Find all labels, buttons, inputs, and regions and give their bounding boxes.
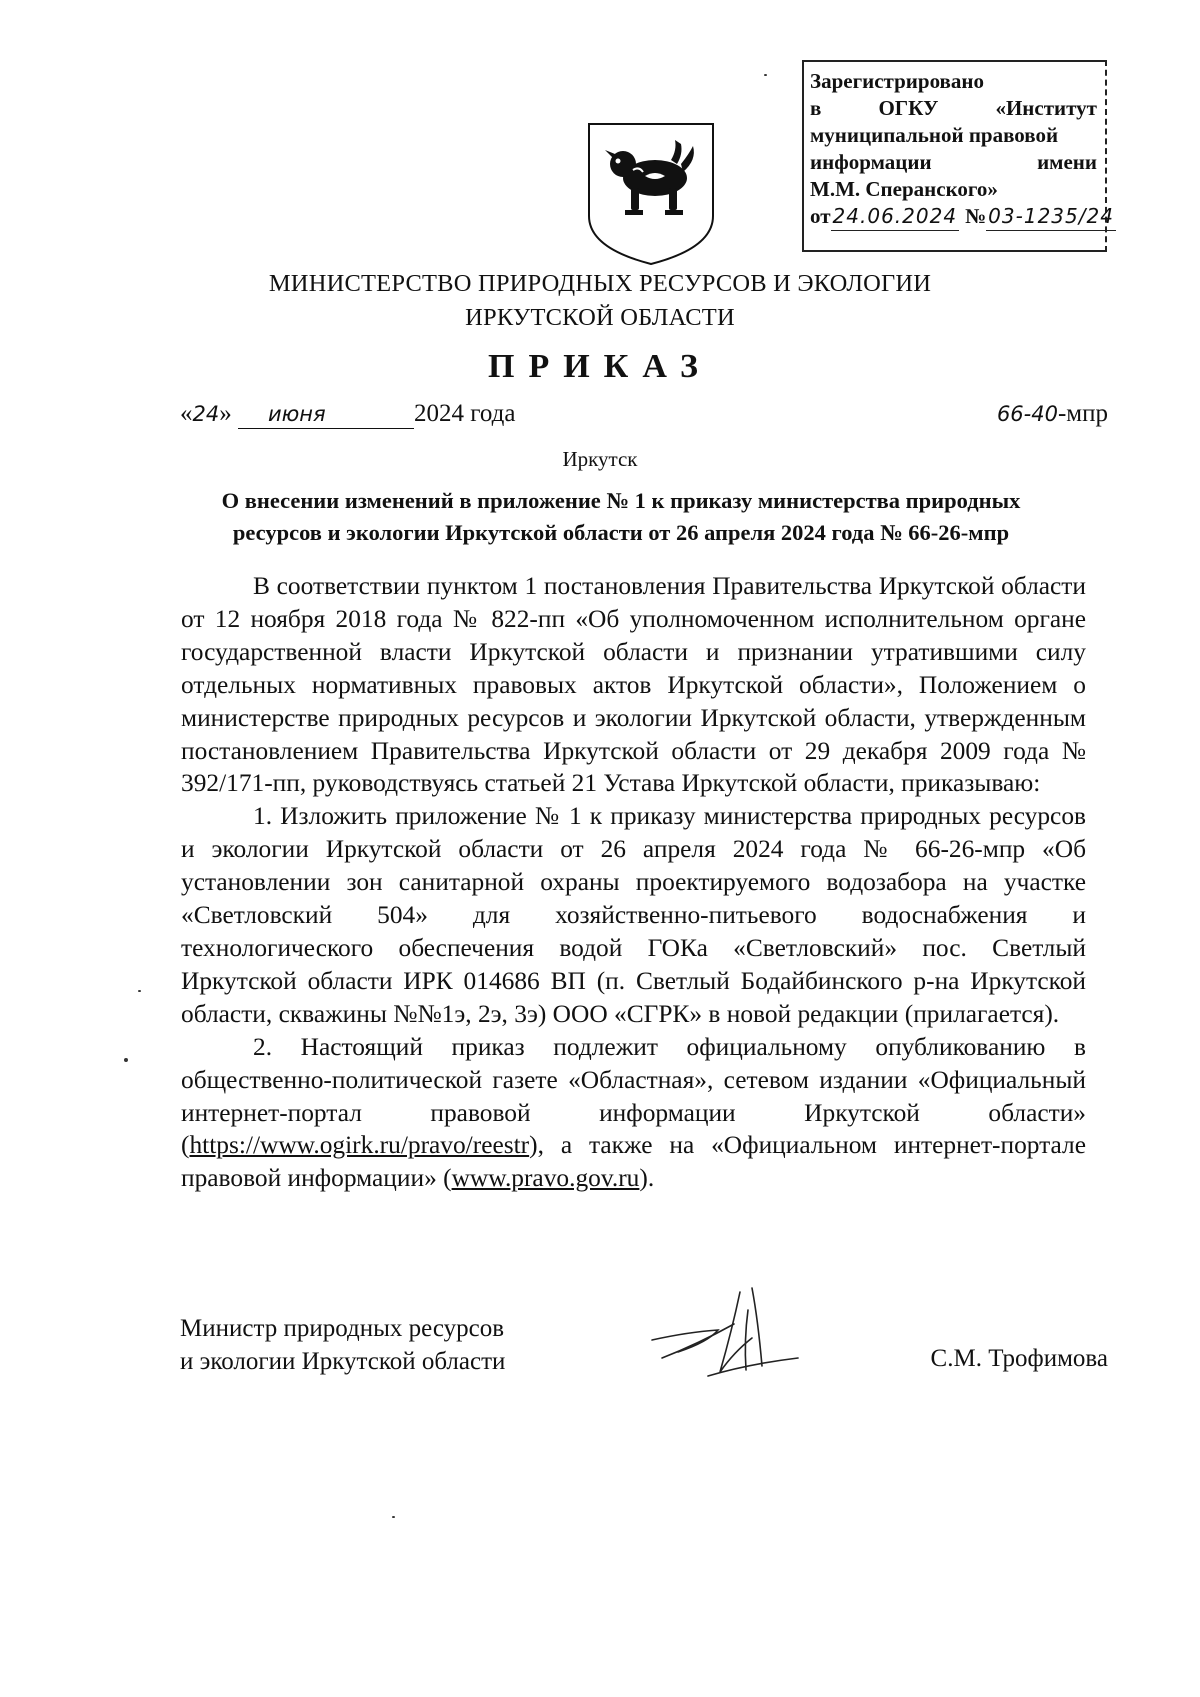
stamp-number-prefix: № (965, 204, 987, 228)
order-number-suffix: -мпр (1057, 400, 1108, 427)
order-date (180, 400, 515, 429)
paragraph-item-2 (181, 1031, 1086, 1196)
handwritten-signature (648, 1280, 808, 1390)
p3-text-c: ). (639, 1164, 655, 1193)
stamp-line4-name: имени (1037, 150, 1097, 174)
stamp-line2-prep: в (810, 96, 822, 120)
scan-speck (764, 74, 767, 76)
ministry-line1: МИНИСТЕРСТВО ПРИРОДНЫХ РЕСУРСОВ И ЭКОЛОГИИ (268, 270, 932, 297)
registration-stamp (802, 60, 1114, 252)
date-quote-open: « (180, 400, 193, 427)
ministry-name (0, 267, 1200, 335)
order-number (997, 400, 1108, 428)
date-quote-close: » (219, 400, 232, 427)
stamp-date-prefix: от (810, 204, 831, 228)
city-name: Иркутск (562, 447, 638, 471)
scan-speck (138, 990, 141, 992)
title-line2: ресурсов и экологии Иркутской области от 26 апреля 2024 года № 66-26-мпр (232, 520, 1010, 545)
title-line1: О внесении изменений в приложение № 1 к приказу министерства природных (221, 488, 1021, 513)
signer-name: С.М. Трофимова (930, 1345, 1108, 1372)
ogirk-link[interactable]: https://www.ogirk.ru/pravo/reestr (189, 1131, 530, 1160)
date-day: 24 (192, 402, 220, 426)
order-number-hand: 66-40 (996, 402, 1058, 426)
date-year: 2024 года (413, 400, 516, 427)
pravo-gov-link[interactable]: www.pravo.gov.ru (451, 1164, 640, 1193)
date-month: июня (267, 402, 326, 426)
p3-text-a: 2. Настоящий приказ подлежит официальному опубликованию в общественно-политической газете «Областная», сетевом издании «Официальный интернет-портал правовой информации Иркутской области» ( (181, 1032, 1086, 1160)
date-month-field (238, 400, 414, 429)
scan-speck (124, 1058, 128, 1062)
stamp-line1: Зарегистрировано (810, 69, 984, 93)
p3-text-b: ), а также на «Официальном интернет-портале правовой информации» ( (181, 1131, 1086, 1193)
signer-position-line2: и экологии Иркутской области (180, 1348, 506, 1375)
paragraph-preamble: В соответствии пунктом 1 постановления Правительства Иркутской области от 12 ноября 2018 года № 822-пп «Об уполномоченном исполнительном органе государственной власти Иркутской области и признании утратившими силу отдельных нормативных правовых актов Иркутской области», Положением о министерстве природных ресурсов и экологии Иркутской области, утвержденным постановлением Правительства Иркутской области от 29 декабря 2009 года № 392/171-пп, руководствуясь статьей 21 Устава Иркутской области, приказываю: (181, 572, 1086, 798)
coat-of-arms-emblem (585, 120, 717, 268)
document-type-heading: ПРИКАЗ (488, 348, 712, 385)
stamp-line3: муниципальной правовой (810, 123, 1059, 147)
paragraph-item-1: 1. Изложить приложение № 1 к приказу министерства природных ресурсов и экологии Иркутской области от 26 апреля 2024 года № 66-26-мпр «Об установлении зон санитарной охраны проектируемого водозабора на участке «Светловский 504» для хозяйственно-питьевого водоснабжения и технологического обеспечения водой ГОКа «Светловский» пос. Светлый Иркутской области ИРК 014686 ВП (п. Светлый Бодайбинского р-на Иркутской области, скважины №№1э, 2э, 3э) ООО «СГРК» в новой редакции (прилагается). (181, 802, 1086, 1028)
signer-position-line1: Министр природных ресурсов (180, 1315, 505, 1342)
stamp-line5: М.М. Сперанского» (810, 177, 998, 201)
ministry-line2: ИРКУТСКОЙ ОБЛАСТИ (465, 304, 735, 331)
stamp-date-value: 24.06.2024 (831, 203, 960, 231)
document-title (150, 485, 1092, 549)
document-body (181, 570, 1086, 1195)
stamp-line2-inst: «Институт (995, 96, 1097, 120)
scan-speck (392, 1516, 395, 1518)
stamp-line2-org: ОГКУ (878, 96, 939, 120)
signer-position (180, 1312, 505, 1378)
stamp-number-value: 03-1235/24 (986, 203, 1116, 231)
stamp-line4-info: информации (810, 150, 932, 174)
